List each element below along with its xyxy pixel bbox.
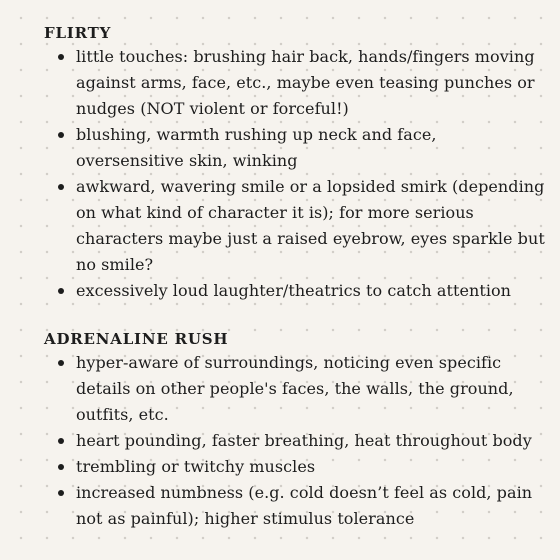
bullet-list bbox=[44, 44, 548, 304]
list-item-text: little touches: brushing hair back, hands/fingers moving against arms, face, etc., maybe even teasing punches or nudges (NOT violent or forceful!) bbox=[76, 47, 535, 118]
bullet-icon bbox=[58, 464, 64, 470]
bullet-icon bbox=[58, 438, 64, 444]
list-item-text: increased numbness (e.g. cold doesn’t feel as cold, pain not as painful); higher stimulus tolerance bbox=[76, 483, 533, 528]
list-item-text: blushing, warmth rushing up neck and face, oversensitive skin, winking bbox=[76, 125, 437, 170]
bullet-icon bbox=[58, 490, 64, 496]
section-adrenaline-rush bbox=[44, 328, 548, 532]
list-item-text: hyper-aware of surroundings, noticing even specific details on other people's faces, the walls, the ground, outfits, etc. bbox=[76, 353, 514, 424]
section-heading: FLIRTY bbox=[44, 24, 112, 42]
section-heading: ADRENALINE RUSH bbox=[44, 330, 229, 348]
list-item bbox=[76, 122, 548, 174]
bullet-icon bbox=[58, 184, 64, 190]
bullet-list bbox=[44, 350, 548, 532]
list-item-text: awkward, wavering smile or a lopsided smirk (depending on what kind of character it is); for more serious characters maybe just a raised eyebrow, eyes sparkle but no smile? bbox=[76, 177, 545, 274]
list-item-text: heart pounding, faster breathing, heat throughout body bbox=[76, 431, 532, 450]
section-flirty bbox=[44, 22, 548, 304]
list-item bbox=[76, 278, 548, 304]
list-item bbox=[76, 428, 548, 454]
list-item bbox=[76, 454, 548, 480]
list-item bbox=[76, 350, 548, 428]
list-item bbox=[76, 174, 548, 278]
bullet-icon bbox=[58, 132, 64, 138]
list-item-text: trembling or twitchy muscles bbox=[76, 457, 316, 476]
bullet-icon bbox=[58, 54, 64, 60]
bullet-icon bbox=[58, 288, 64, 294]
bullet-icon bbox=[58, 360, 64, 366]
list-item bbox=[76, 44, 548, 122]
list-item-text: excessively loud laughter/theatrics to catch attention bbox=[76, 281, 512, 300]
list-item bbox=[76, 480, 548, 532]
